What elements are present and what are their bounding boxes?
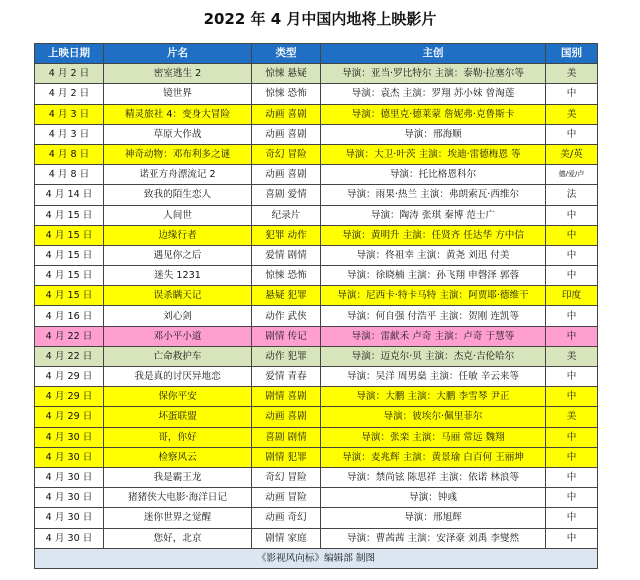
cell-country: 中 — [546, 326, 598, 346]
cell-genre: 奇幻 冒险 — [252, 144, 321, 164]
cell-film: 神奇动物：邓布利多之谜 — [104, 144, 252, 164]
cell-film: 邓小平小道 — [104, 326, 252, 346]
cell-crew: 导演：雨果·热兰 主演：弗朗索瓦·西维尔 — [321, 185, 546, 205]
cell-date: 4 月 16 日 — [35, 306, 104, 326]
cell-film: 检察风云 — [104, 447, 252, 467]
cell-date: 4 月 29 日 — [35, 367, 104, 387]
cell-crew: 导演：吴洋 周男燊 主演：任敏 辛云来等 — [321, 367, 546, 387]
cell-genre: 剧情 传记 — [252, 326, 321, 346]
cell-genre: 动画 冒险 — [252, 488, 321, 508]
cell-film: 我是霸王龙 — [104, 467, 252, 487]
cell-genre: 纪录片 — [252, 205, 321, 225]
cell-genre: 剧情 犯罪 — [252, 447, 321, 467]
cell-date: 4 月 30 日 — [35, 447, 104, 467]
cell-country: 美/英 — [546, 144, 598, 164]
table-row — [35, 528, 598, 548]
cell-country: 中 — [546, 266, 598, 286]
cell-crew: 导演：佟祖幸 主演：黄尧 刘迅 付美 — [321, 245, 546, 265]
cell-country: 中 — [546, 427, 598, 447]
table-row — [35, 225, 598, 245]
cell-date: 4 月 30 日 — [35, 467, 104, 487]
cell-country: 美 — [546, 64, 598, 84]
cell-film: 密室逃生 2 — [104, 64, 252, 84]
cell-film: 保你平安 — [104, 387, 252, 407]
cell-film: 草原大作战 — [104, 124, 252, 144]
cell-country: 中 — [546, 488, 598, 508]
table-row — [35, 508, 598, 528]
cell-film: 刘心剑 — [104, 306, 252, 326]
cell-date: 4 月 8 日 — [35, 144, 104, 164]
cell-date: 4 月 30 日 — [35, 528, 104, 548]
cell-country: 中 — [546, 387, 598, 407]
cell-film: 遇见你之后 — [104, 245, 252, 265]
cell-genre: 喜剧 爱情 — [252, 185, 321, 205]
cell-country: 中 — [546, 205, 598, 225]
cell-crew: 导演：亚当·罗比特尔 主演：泰勒·拉塞尔等 — [321, 64, 546, 84]
cell-crew: 导演：黄明升 主演：任贤齐 任达华 方中信 — [321, 225, 546, 245]
cell-date: 4 月 3 日 — [35, 124, 104, 144]
cell-genre: 惊悚 悬疑 — [252, 64, 321, 84]
table-row — [35, 367, 598, 387]
cell-film: 您好，北京 — [104, 528, 252, 548]
cell-crew: 导演：大鹏 主演：大鹏 李雪琴 尹正 — [321, 387, 546, 407]
cell-film: 我是真的讨厌异地恋 — [104, 367, 252, 387]
footer-row — [35, 548, 598, 568]
cell-date: 4 月 15 日 — [35, 245, 104, 265]
table-row — [35, 427, 598, 447]
cell-crew: 导演：大卫·叶茨 主演：埃迪·雷德梅恩 等 — [321, 144, 546, 164]
cell-genre: 动作 武侠 — [252, 306, 321, 326]
page-title: 2022 年 4 月中国内地将上映影片 — [203, 10, 437, 28]
cell-crew: 导演：钟彧 — [321, 488, 546, 508]
table-row — [35, 488, 598, 508]
cell-crew: 导演：禁尚铉 陈思祥 主演：依诺 林浪等 — [321, 467, 546, 487]
cell-crew: 导演：陶涛 张琪 秦博 范士广 — [321, 205, 546, 225]
film-release-table — [34, 43, 598, 569]
cell-date: 4 月 15 日 — [35, 225, 104, 245]
cell-date: 4 月 30 日 — [35, 488, 104, 508]
cell-crew: 导演：德里克·德莱蒙 詹妮弗·克鲁斯卡 — [321, 104, 546, 124]
cell-genre: 爱情 青春 — [252, 367, 321, 387]
cell-film: 致我的陌生恋人 — [104, 185, 252, 205]
cell-date: 4 月 15 日 — [35, 266, 104, 286]
cell-country: 中 — [546, 245, 598, 265]
cell-date: 4 月 14 日 — [35, 185, 104, 205]
cell-film: 诺亚方舟漂流记 2 — [104, 165, 252, 185]
table-row — [35, 326, 598, 346]
table-row — [35, 266, 598, 286]
cell-crew: 导演：尼西卡·特卡马特 主演：阿贾耶·德维干 — [321, 286, 546, 306]
cell-date: 4 月 30 日 — [35, 508, 104, 528]
cell-country: 中 — [546, 508, 598, 528]
table-row — [35, 124, 598, 144]
cell-genre: 喜剧 剧情 — [252, 427, 321, 447]
cell-crew: 导演：袁杰 主演：罗翔 苏小妹 曾淘莲 — [321, 84, 546, 104]
cell-date: 4 月 15 日 — [35, 286, 104, 306]
cell-crew: 导演：麦兆辉 主演：黄景瑜 白百何 王丽坤 — [321, 447, 546, 467]
cell-date: 4 月 22 日 — [35, 326, 104, 346]
cell-film: 人间世 — [104, 205, 252, 225]
cell-country: 中 — [546, 447, 598, 467]
cell-date: 4 月 30 日 — [35, 427, 104, 447]
cell-country: 法 — [546, 185, 598, 205]
cell-date: 4 月 2 日 — [35, 64, 104, 84]
cell-date: 4 月 3 日 — [35, 104, 104, 124]
cell-genre: 动画 奇幻 — [252, 508, 321, 528]
cell-genre: 动画 喜剧 — [252, 124, 321, 144]
cell-genre: 奇幻 冒险 — [252, 467, 321, 487]
cell-date: 4 月 8 日 — [35, 165, 104, 185]
film-rows — [35, 64, 598, 549]
cell-crew: 导演：雷献禾 卢奇 主演：卢奇 于慧等 — [321, 326, 546, 346]
cell-country: 中 — [546, 124, 598, 144]
table-row — [35, 306, 598, 326]
cell-genre: 悬疑 犯罪 — [252, 286, 321, 306]
table-row — [35, 467, 598, 487]
cell-film: 哥，你好 — [104, 427, 252, 447]
table-row — [35, 407, 598, 427]
cell-country: 印度 — [546, 286, 598, 306]
table-row — [35, 165, 598, 185]
cell-genre: 犯罪 动作 — [252, 225, 321, 245]
cell-genre: 动画 喜剧 — [252, 165, 321, 185]
cell-country: 美 — [546, 346, 598, 366]
cell-crew: 导演：徐晓楠 主演：孙飞翔 申磬泽 郭蓉 — [321, 266, 546, 286]
cell-country: 德/爱/卢 — [546, 165, 598, 185]
table-row — [35, 387, 598, 407]
table-row — [35, 84, 598, 104]
header-crew: 主创 — [321, 44, 546, 64]
cell-film: 镜世界 — [104, 84, 252, 104]
cell-film: 精灵旅社 4：变身大冒险 — [104, 104, 252, 124]
cell-crew: 导演：彼埃尔·佩里菲尔 — [321, 407, 546, 427]
cell-date: 4 月 22 日 — [35, 346, 104, 366]
cell-genre: 动画 喜剧 — [252, 104, 321, 124]
cell-film: 亡命救护车 — [104, 346, 252, 366]
cell-crew: 导演：邢海顺 — [321, 124, 546, 144]
cell-country: 中 — [546, 467, 598, 487]
table-row — [35, 64, 598, 84]
cell-country: 中 — [546, 528, 598, 548]
cell-crew: 导演：托比格恩科尔 — [321, 165, 546, 185]
header-country: 国别 — [546, 44, 598, 64]
cell-film: 迷你世界之觉醒 — [104, 508, 252, 528]
cell-film: 边缘行者 — [104, 225, 252, 245]
cell-date: 4 月 29 日 — [35, 407, 104, 427]
footer-credit: 《影视风向标》编辑部 制图 — [35, 548, 598, 568]
cell-country: 中 — [546, 306, 598, 326]
cell-country: 中 — [546, 84, 598, 104]
cell-country: 中 — [546, 225, 598, 245]
cell-genre: 剧情 家庭 — [252, 528, 321, 548]
table-row — [35, 286, 598, 306]
header-genre: 类型 — [252, 44, 321, 64]
table-row — [35, 346, 598, 366]
cell-crew: 导演：曹茜茜 主演：安泽豪 刘禹 李燮然 — [321, 528, 546, 548]
table-row — [35, 104, 598, 124]
header-date: 上映日期 — [35, 44, 104, 64]
cell-crew: 导演：何自强 付浩平 主演：贺刚 连凯等 — [321, 306, 546, 326]
cell-date: 4 月 15 日 — [35, 205, 104, 225]
table-row — [35, 205, 598, 225]
cell-film: 误杀瞒天记 — [104, 286, 252, 306]
cell-country: 美 — [546, 407, 598, 427]
cell-country: 美 — [546, 104, 598, 124]
table-row — [35, 185, 598, 205]
cell-genre: 剧情 喜剧 — [252, 387, 321, 407]
cell-genre: 爱情 剧情 — [252, 245, 321, 265]
header-film: 片名 — [104, 44, 252, 64]
cell-country: 中 — [546, 367, 598, 387]
table-row — [35, 447, 598, 467]
table-row — [35, 144, 598, 164]
cell-date: 4 月 2 日 — [35, 84, 104, 104]
cell-genre: 惊悚 恐怖 — [252, 266, 321, 286]
cell-genre: 动作 犯罪 — [252, 346, 321, 366]
cell-crew: 导演：邢旭辉 — [321, 508, 546, 528]
cell-genre: 惊悚 恐怖 — [252, 84, 321, 104]
cell-crew: 导演：张栾 主演：马丽 常远 魏翔 — [321, 427, 546, 447]
cell-film: 迷失 1231 — [104, 266, 252, 286]
table-header-row — [35, 44, 598, 64]
table-row — [35, 245, 598, 265]
cell-film: 坏蛋联盟 — [104, 407, 252, 427]
cell-film: 猪猪侠大电影·海洋日记 — [104, 488, 252, 508]
cell-crew: 导演：迈克尔·贝 主演：杰克·吉伦哈尔 — [321, 346, 546, 366]
cell-date: 4 月 29 日 — [35, 387, 104, 407]
cell-genre: 动画 喜剧 — [252, 407, 321, 427]
